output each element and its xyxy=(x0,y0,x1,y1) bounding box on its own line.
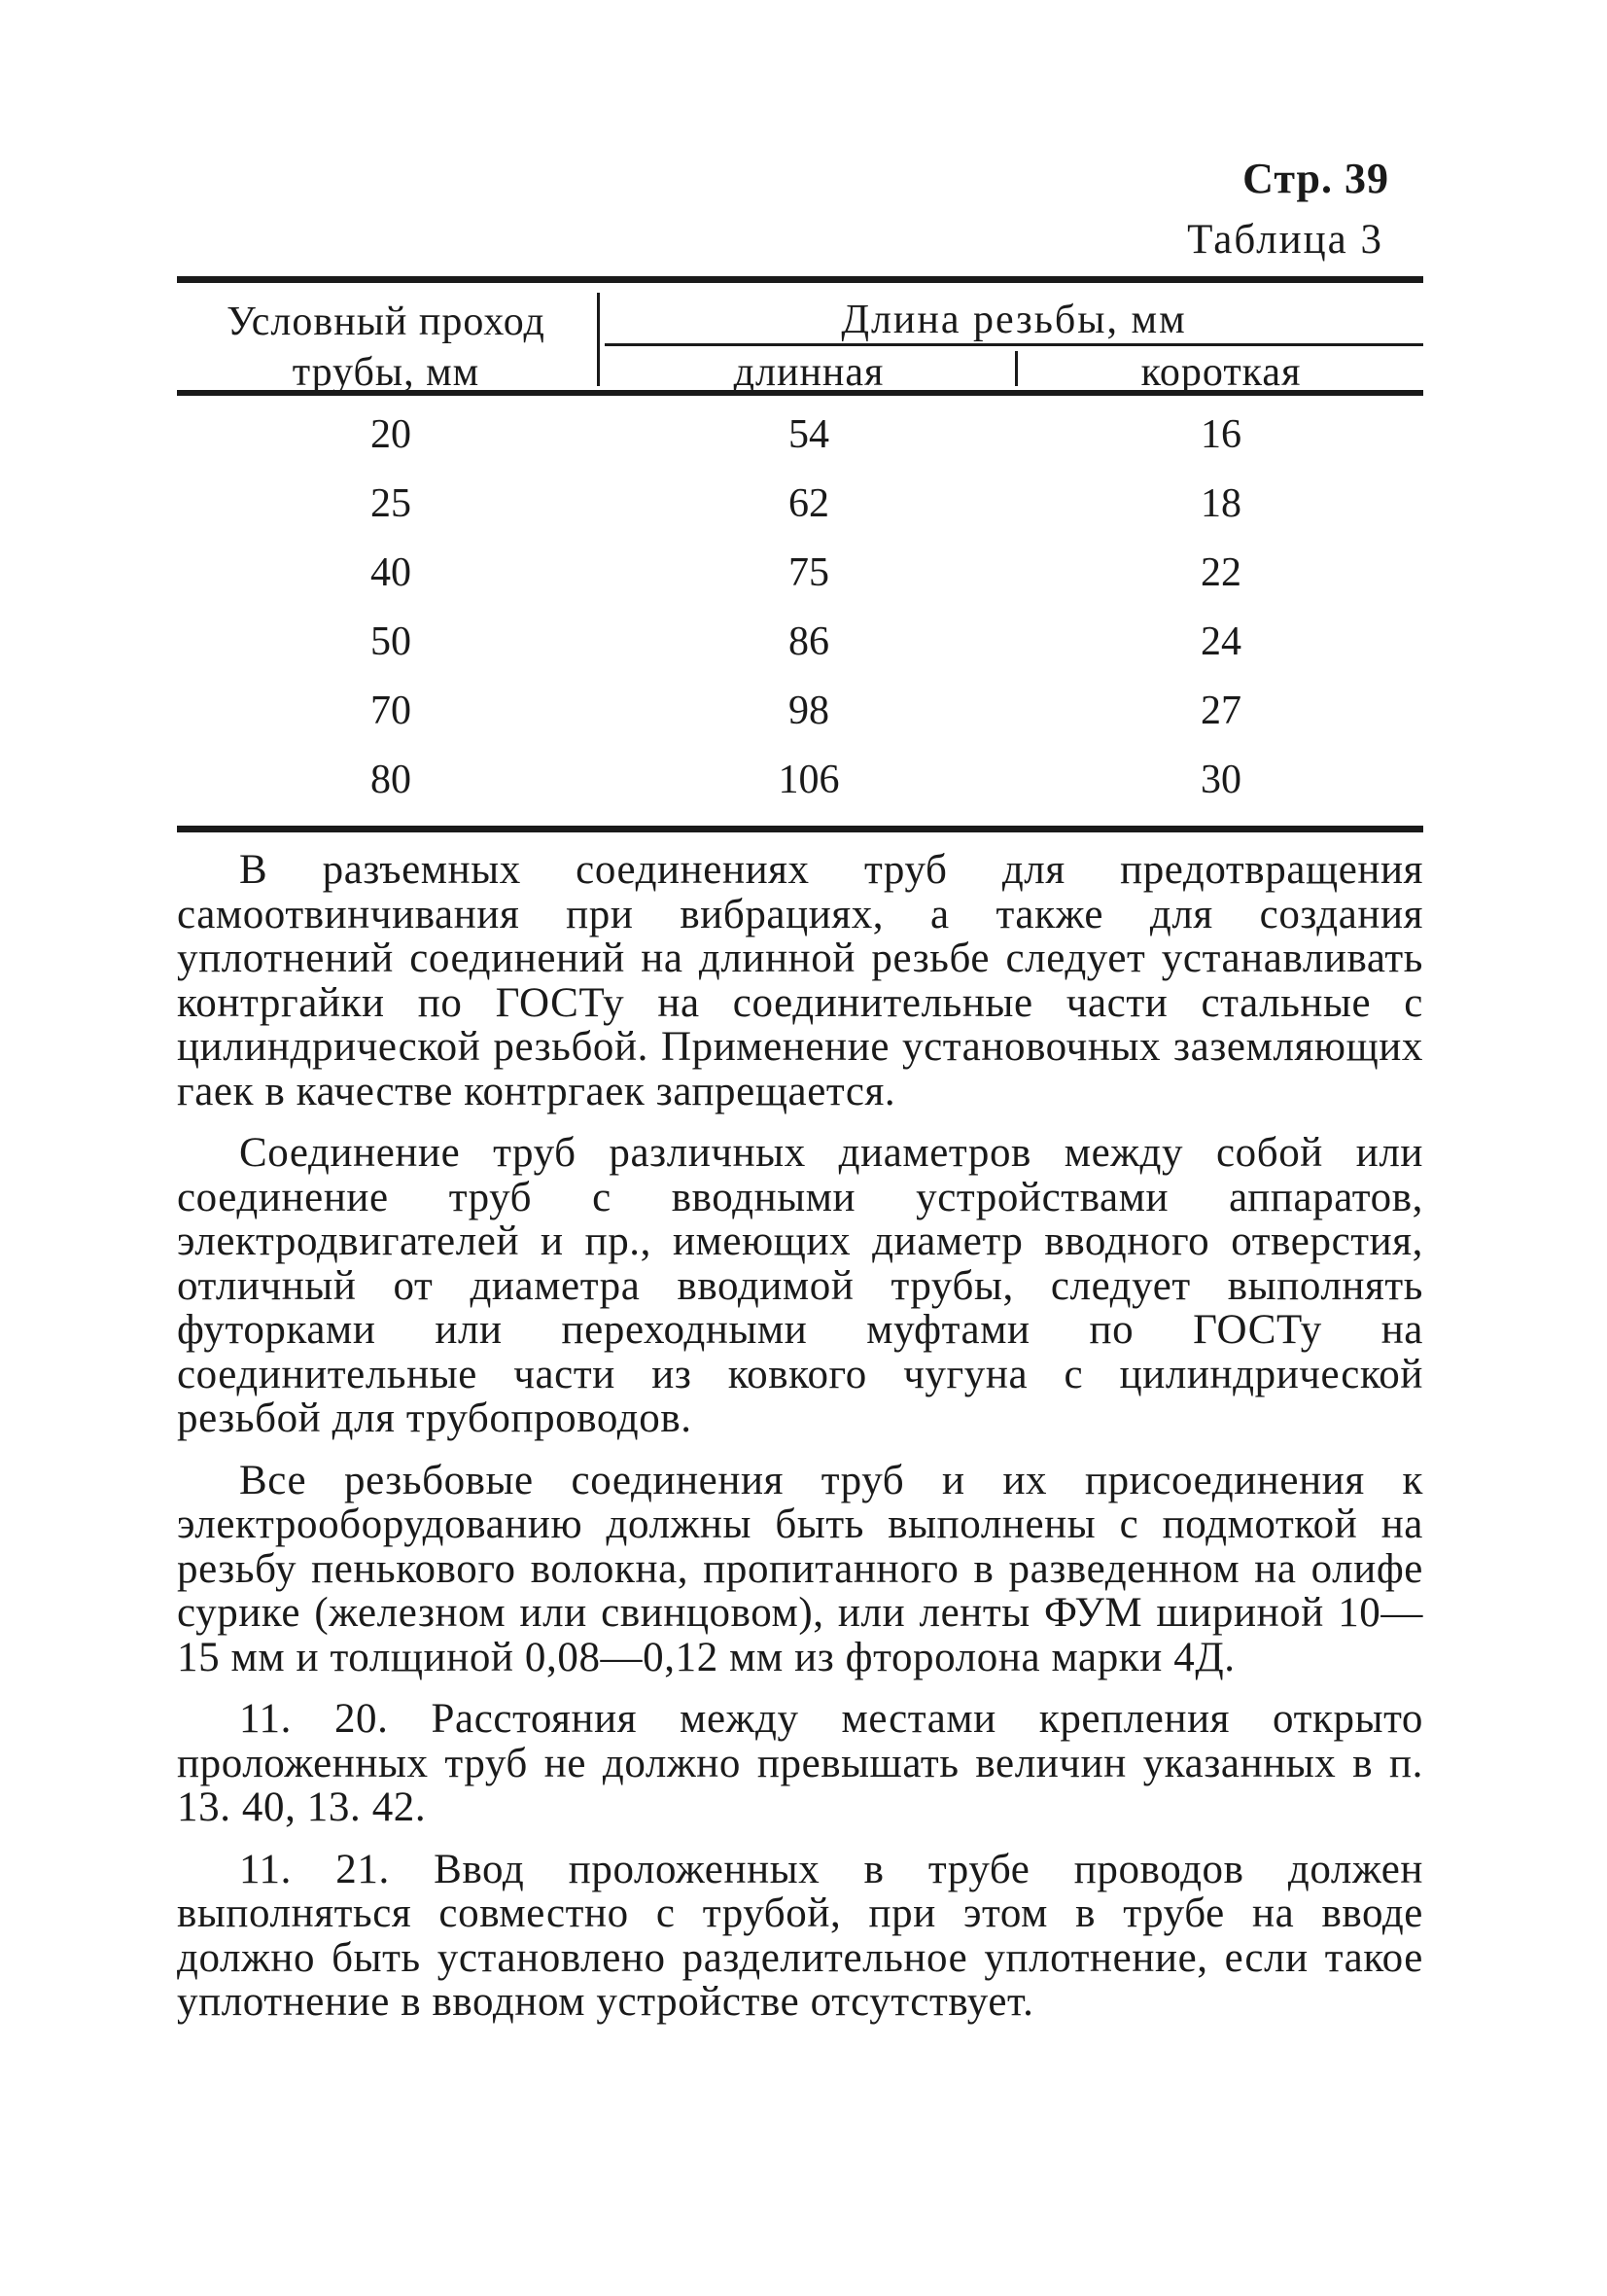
table-caption: Таблица 3 xyxy=(1187,217,1383,263)
cell-long: 75 xyxy=(788,550,829,595)
cell-short: 24 xyxy=(1201,619,1241,664)
paragraph: 11. 21. Ввод проложенных в трубе проводов должен выполняться совместно с трубой, при этом в трубе на вводе должно быть установлено разделительное уплотнение, если такое уплотнение в вводном устройстве отсутствует. xyxy=(177,1846,1423,2025)
cell-long: 54 xyxy=(788,412,829,457)
cell-short: 16 xyxy=(1201,412,1241,457)
table-bottom-rule xyxy=(177,826,1423,832)
table-row xyxy=(177,540,1423,609)
header-long: длинная xyxy=(733,350,885,395)
table-row xyxy=(177,678,1423,747)
table-row xyxy=(177,609,1423,678)
table-header xyxy=(177,283,1423,396)
cell-passage: 50 xyxy=(370,619,411,664)
cell-short: 22 xyxy=(1201,550,1241,595)
cell-short: 18 xyxy=(1201,481,1241,526)
paragraph: 11. 20. Расстояния между местами крепления открыто проложенных труб не должно превышать величин указанных в п. 13. 40, 13. 42. xyxy=(177,1696,1423,1830)
paragraph: В разъемных соединениях труб для предотвращения самоотвинчивания при вибрациях, а также для создания уплотнений соединений на длинной резьбе следует устанавливать контргайки по ГОСТу на соединительные части стальные с цилиндрической резьбой. Применение установочных заземляющих гаек в качестве контргаек запрещается. xyxy=(177,847,1423,1114)
thread-length-table xyxy=(177,276,1423,832)
page-number: Стр. 39 xyxy=(1242,155,1389,202)
table-top-rule xyxy=(177,276,1423,283)
body-text xyxy=(177,848,1423,2042)
paragraph: Все резьбовые соединения труб и их присоединения к электрооборудованию должны быть выполнены с подмоткой на резьбу пенькового волокна, пропитанного в разведенном на олифе сурике (железном или свинцовом), или ленты ФУМ шириной 10—15 мм и толщиной 0,08—0,12 мм из фторолона марки 4Д. xyxy=(177,1457,1423,1680)
header-short: короткая xyxy=(1140,350,1302,395)
table-row xyxy=(177,471,1423,540)
cell-long: 62 xyxy=(788,481,829,526)
header-length: Длина резьбы, мм xyxy=(841,298,1187,342)
header-length-rule xyxy=(605,343,1423,346)
cell-long: 106 xyxy=(778,758,840,802)
header-sub-divider xyxy=(1015,351,1018,386)
table-row xyxy=(177,402,1423,471)
cell-short: 27 xyxy=(1201,689,1241,733)
cell-passage: 40 xyxy=(370,550,411,595)
header-passage: Условный проход трубы, мм xyxy=(227,300,545,395)
cell-passage: 80 xyxy=(370,758,411,802)
header-divider xyxy=(597,293,600,386)
table-body xyxy=(177,396,1423,826)
table-row xyxy=(177,747,1423,816)
cell-passage: 25 xyxy=(370,481,411,526)
cell-long: 98 xyxy=(788,689,829,733)
cell-long: 86 xyxy=(788,619,829,664)
cell-passage: 20 xyxy=(370,412,411,457)
cell-passage: 70 xyxy=(370,689,411,733)
paragraph: Соединение труб различных диаметров между собой или соединение труб с вводными устройствами аппаратов, электродвигателей и пр., имеющих диаметр вводного отверстия, отличный от диаметра вводимой трубы, следует выполнять футорками или переходными муфтами по ГОСТу на соединительные части из ковкого чугуна с цилиндрической резьбой для трубопроводов. xyxy=(177,1130,1423,1441)
cell-short: 30 xyxy=(1201,758,1241,802)
